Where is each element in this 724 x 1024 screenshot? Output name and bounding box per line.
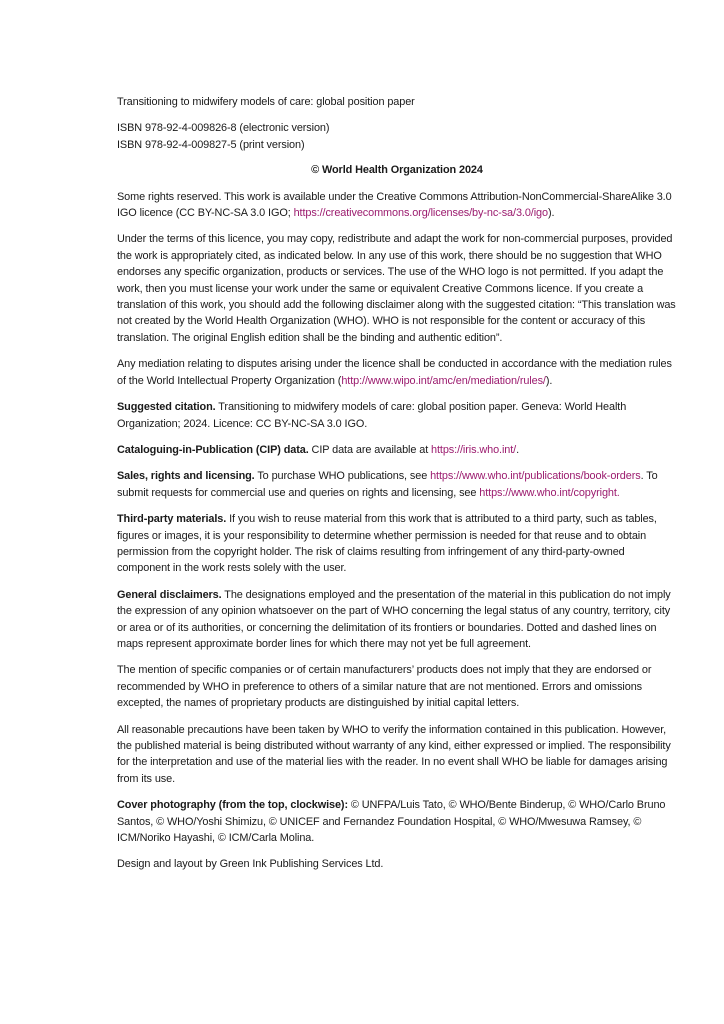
general-disclaimers-label: General disclaimers. <box>117 588 222 601</box>
suggested-citation-label: Suggested citation. <box>117 401 216 414</box>
cip-text: CIP data are available at <box>308 443 432 456</box>
sales-text-2: . To submit requests for commercial use and queries on rights and licensing, see <box>117 470 658 499</box>
cip-label: Cataloguing-in-Publication (CIP) data. <box>117 443 309 456</box>
page-content <box>117 94 677 883</box>
rights-text: Some rights reserved. This work is available under the Creative Commons Attribution-NonCommercial-ShareAlike 3.0 IGO licence (CC BY-NC-SA 3.0 IGO; <box>117 190 672 220</box>
wipo-mediation-link[interactable]: http://www.wipo.int/amc/en/mediation/rules/ <box>341 374 546 387</box>
sales-after: . <box>616 486 620 499</box>
cip-after: . <box>516 443 520 456</box>
iris-link[interactable]: https://iris.who.int/ <box>431 443 517 456</box>
isbn-electronic: ISBN 978-92-4-009826-8 (electronic version) <box>117 122 330 135</box>
cover-photography-label: Cover photography (from the top, clockwise): <box>117 799 348 812</box>
companies-paragraph: The mention of specific companies or of certain manufacturers’ products does not imply that they are endorsed or recommended by WHO in preference to others of a similar nature that are not mentioned. Errors and omissions excepted, the names of proprietary products are distinguished by initial capital letters. <box>117 664 652 710</box>
book-orders-link[interactable]: https://www.who.int/publications/book-orders <box>430 470 641 483</box>
rights-after: ). <box>547 207 555 220</box>
cover-photography-paragraph <box>117 797 677 846</box>
publication-title: Transitioning to midwifery models of care: global position paper <box>117 96 415 108</box>
mediation-after: ). <box>545 374 553 387</box>
general-disclaimers-text: The designations employed and the presentation of the material in this publication do not imply the expression of any opinion whatsoever on the part of WHO concerning the legal status of any country, territory, city or area or of its authorities, or concerning the delimitation of its frontiers or boundaries. Dotted and dashed lines on maps represent approximate border lines for which there may not yet be full agreement. <box>117 588 671 650</box>
mediation-text: Any mediation relating to disputes arising under the licence shall be conducted in accordance with the mediation rules of the World Intellectual Property Organization ( <box>117 358 672 387</box>
terms-paragraph: Under the terms of this licence, you may copy, redistribute and adapt the work for non-commercial purposes, provided the work is appropriately cited, as indicated below. In any use of this work, there should be no suggestion that WHO endorses any specific organization, products or services. The use of the WHO logo is not permitted. If you adapt the work, then you must license your work under the same or equivalent Creative Commons licence. If you create a translation of this work, you should add the following disclaimer along with the suggested citation: “This translation was not created by the World Health Organization (WHO). WHO is not responsible for the content or accuracy of this translation. The original English edition shall be the binding and authentic edition”. <box>117 233 676 344</box>
design-credit: Design and layout by Green Ink Publishing Services Ltd. <box>117 858 384 871</box>
suggested-citation-text: Transitioning to midwifery models of care: global position paper. Geneva: World Health Organization; 2024. Licence: CC BY-NC-SA 3.0 IGO. <box>117 401 627 430</box>
copyright-link[interactable]: https://www.who.int/copyright <box>479 486 617 499</box>
copyright-notice: © World Health Organization 2024 <box>311 164 483 177</box>
cip-paragraph <box>117 442 677 458</box>
third-party-text: If you wish to reuse material from this work that is attributed to a third party, such as tables, figures or images, it is your responsibility to determine whether permission is needed for that reuse and to obtain permission from the copyright holder. The risk of claims resulting from infringement of any third-party-owned component in the work rests solely with the user. <box>117 513 657 575</box>
third-party-paragraph <box>117 511 677 577</box>
sales-paragraph <box>117 468 677 501</box>
sales-label: Sales, rights and licensing. <box>117 470 255 483</box>
rights-paragraph <box>117 189 677 222</box>
precautions-paragraph: All reasonable precautions have been taken by WHO to verify the information contained in this publication. However, the published material is being distributed without warranty of any kind, either expressed or implied. The responsibility for the interpretation and use of the material lies with the reader. In no event shall WHO be liable for damages arising from its use. <box>117 723 671 785</box>
suggested-citation-paragraph <box>117 399 677 432</box>
sales-text-1: To purchase WHO publications, see <box>254 470 431 483</box>
mediation-paragraph <box>117 356 677 389</box>
isbn-print: ISBN 978-92-4-009827-5 (print version) <box>117 138 305 151</box>
cover-photography-text: © UNFPA/Luis Tato, © WHO/Bente Binderup, © WHO/Carlo Bruno Santos, © WHO/Yoshi Shimizu, © UNICEF and Fernandez Foundation Hospital, © WHO/Mwesuwa Ramsey, © ICM/Noriko Hayashi, © ICM/Carla Molina. <box>117 799 666 845</box>
third-party-label: Third-party materials. <box>117 513 227 526</box>
creative-commons-link[interactable]: https://creativecommons.org/licenses/by-nc-sa/3.0/igo <box>293 207 548 220</box>
general-disclaimers-paragraph <box>117 587 677 653</box>
